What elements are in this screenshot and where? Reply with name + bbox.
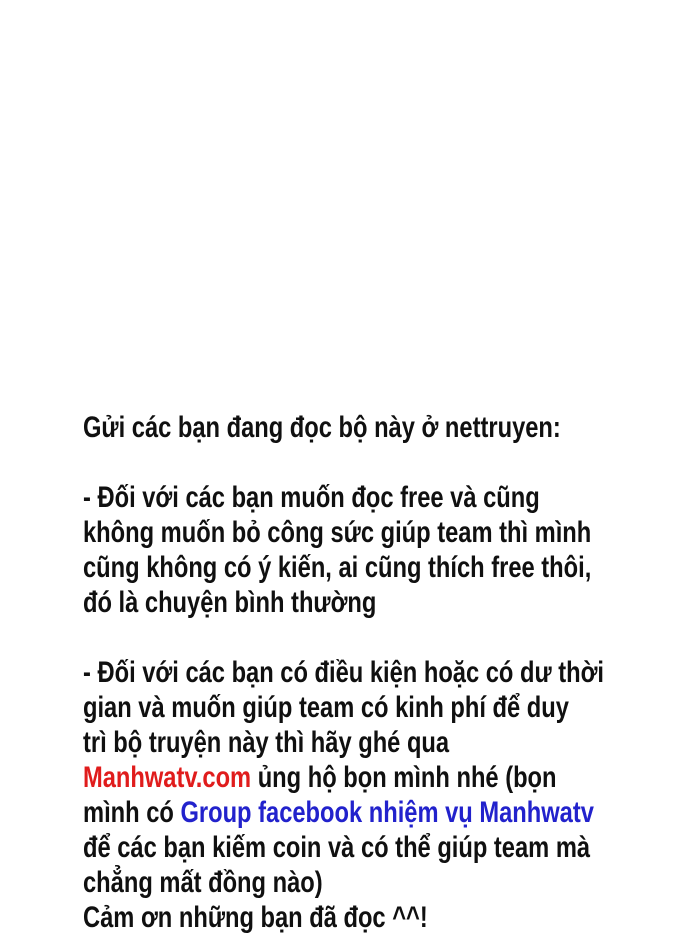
free-paragraph-line-2: không muốn bỏ công sức giúp team thì mình — [83, 516, 592, 549]
free-paragraph-line-3: cũng không có ý kiến, ai cũng thích free thôi, — [83, 551, 592, 584]
support-paragraph — [83, 655, 628, 900]
support-paragraph-line-2: gian và muốn giúp team có kinh phí để duy — [83, 691, 569, 724]
facebook-group-link: Group facebook nhiệm vụ Manhwatv — [180, 796, 594, 829]
support-paragraph-line-6: để các bạn kiếm coin và có thể giúp team mà — [83, 831, 591, 864]
support-paragraph-line-3: trì bộ truyện này thì hãy ghé qua — [83, 726, 450, 759]
thanks-line: Cảm ơn những bạn đã đọc ^^! — [83, 901, 428, 934]
support-paragraph-line-5 — [83, 795, 628, 830]
free-paragraph-line-1: - Đối với các bạn muốn đọc free và cũng — [83, 481, 540, 514]
translator-note — [83, 410, 628, 935]
support-paragraph-line-4 — [83, 760, 628, 795]
greeting-line: Gửi các bạn đang đọc bộ này ở nettruyen: — [83, 411, 561, 444]
free-paragraph-line-4: đó là chuyện bình thường — [83, 586, 377, 619]
support-paragraph-line-7: chẳng mất đồng nào) — [83, 866, 323, 899]
support-paragraph-line-1: - Đối với các bạn có điều kiện hoặc có dư thời — [83, 656, 605, 689]
support-paragraph-line-4-rest: ủng hộ bọn mình nhé (bọn — [251, 761, 557, 794]
support-paragraph-line-5-pre: mình có — [83, 796, 181, 829]
greeting-paragraph — [83, 410, 628, 445]
manhwatv-site-link: Manhwatv.com — [83, 761, 252, 794]
free-readers-paragraph — [83, 480, 628, 620]
